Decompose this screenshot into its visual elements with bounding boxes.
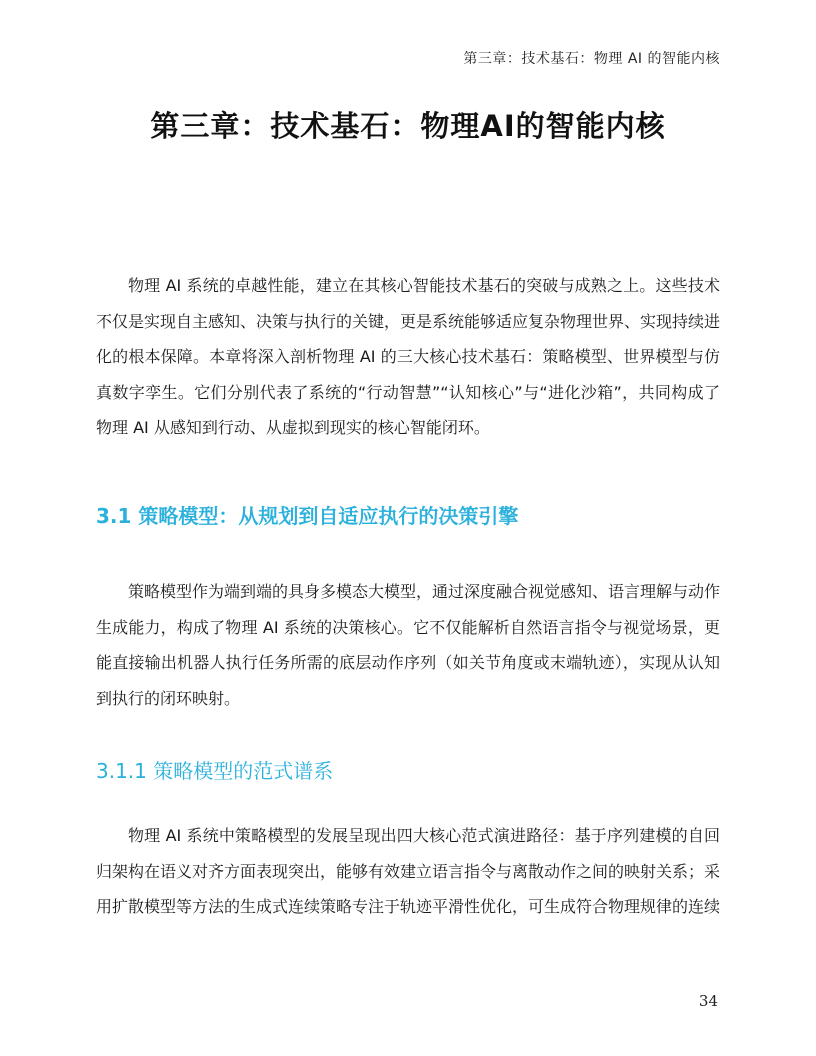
page-number: 34 — [698, 992, 718, 1010]
running-header: 第三章：技术基石：物理 AI 的智能内核 — [463, 51, 720, 67]
section-3-1-1-paragraph: 物理 AI 系统中策略模型的发展呈现出四大核心范式演进路径：基于序列建模的自回归架构在语义对齐方面表现突出，能够有效建立语言指令与离散动作之间的映射关系；采用扩散模型等方法的生成式连续策略专注于轨迹平滑性优化，可生成符合物理规律的连续 — [96, 826, 720, 916]
chapter-intro-paragraph: 物理 AI 系统的卓越性能，建立在其核心智能技术基石的突破与成熟之上。这些技术不仅是实现自主感知、决策与执行的关键，更是系统能够适应复杂物理世界、实现持续进化的根本保障。本章将深入剖析物理 AI 的三大核心技术基石：策略模型、世界模型与仿真数字孪生。它们分别代表了系统的“行动智慧”“认知核心”与“进化沙箱”，共同构成了物理 AI 从感知到行动、从虚拟到现实的核心智能闭环。 — [96, 276, 721, 437]
section-heading-3-1: 3.1 策略模型：从规划到自适应执行的决策引擎 — [96, 504, 519, 528]
chapter-title: 第三章：技术基石：物理AI的智能内核 — [150, 109, 666, 143]
subsection-heading-3-1-1: 3.1.1 策略模型的范式谱系 — [96, 759, 334, 783]
section-3-1-paragraph: 策略模型作为端到端的具身多模态大模型，通过深度融合视觉感知、语言理解与动作生成能力，构成了物理 AI 系统的决策核心。它不仅能解析自然语言指令与视觉场景，更能直接输出机器人执行任务所需的底层动作序列（如关节角度或末端轨迹），实现从认知到执行的闭环映射。 — [96, 582, 721, 708]
